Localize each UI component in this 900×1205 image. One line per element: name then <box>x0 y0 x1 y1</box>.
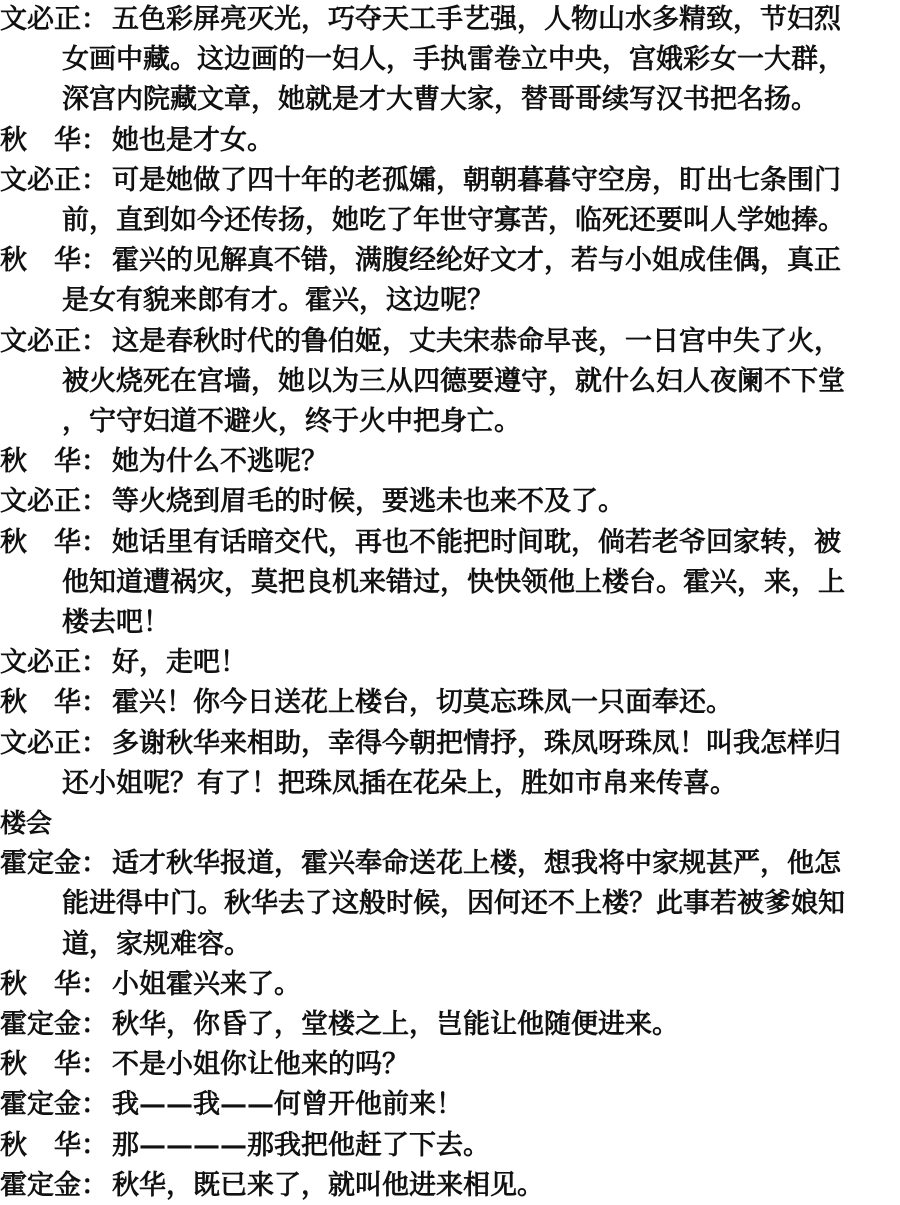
dialogue-text: 能进得中门。秋华去了这般时候，因何还不上楼？此事若被爹娘知 <box>62 888 845 920</box>
speaker-name: 霍定金： <box>0 1009 108 1041</box>
dialogue-text: 五色彩屏亮灭光，巧夺天工手艺强，人物山水多精致，节妇烈 <box>112 4 841 35</box>
dialogue-text: 霍兴的见解真不错，满腹经纶好文才，若与小姐成佳偶，真正 <box>112 245 841 277</box>
speaker-name: 霍定金： <box>0 1169 108 1201</box>
dialogue-line <box>0 643 872 683</box>
dialogue-text: 她话里有话暗交代，再也不能把时间耽，倘若老爷回家转，被 <box>112 526 841 558</box>
speaker-name: 秋 华： <box>0 687 108 719</box>
speaker-name: 秋 华： <box>0 526 108 558</box>
dialogue-line <box>0 1005 872 1045</box>
speaker-name: 文必正： <box>0 486 108 518</box>
dialogue-text: 好，走吧！ <box>112 647 247 679</box>
dialogue-text: 霍兴！你今日送花上楼台，切莫忘珠凤一只面奉还。 <box>112 687 733 719</box>
dialogue-text: 被火烧死在宫墙，她以为三从四德要遵守，就什么妇人夜阑不下堂 <box>62 365 845 397</box>
dialogue-text: 是女有貌来郎有才。霍兴，这边呢？ <box>62 285 494 317</box>
dialogue-text: 我——我——何曾开他前来！ <box>112 1089 463 1121</box>
dialogue-text: 不是小姐你让他来的吗？ <box>112 1049 409 1081</box>
dialogue-line <box>0 241 872 281</box>
dialogue-text: 楼去吧！ <box>62 607 170 639</box>
dialogue-continuation <box>0 402 872 442</box>
dialogue-line <box>0 1045 872 1085</box>
dialogue-line <box>0 965 872 1005</box>
speaker-name: 文必正： <box>0 164 108 196</box>
dialogue-text: 小姐霍兴来了。 <box>112 968 301 1000</box>
dialogue-text: 道，家规难容。 <box>62 928 251 960</box>
speaker-name: 文必正： <box>0 727 108 759</box>
speaker-name: 秋 华： <box>0 245 108 277</box>
dialogue-line <box>0 161 872 201</box>
dialogue-text: 多谢秋华来相助，幸得今朝把情抒，珠凤呀珠凤！叫我怎样归 <box>112 727 841 759</box>
dialogue-continuation <box>0 40 872 80</box>
speaker-name: 秋 华： <box>0 124 108 156</box>
dialogue-line <box>0 442 872 482</box>
speaker-name: 霍定金： <box>0 848 108 880</box>
dialogue-text: 这是春秋时代的鲁伯姬，丈夫宋恭命早丧，一日宫中失了火， <box>112 325 841 357</box>
dialogue-text: 可是她做了四十年的老孤孀，朝朝暮暮守空房，盯出七条围门 <box>112 164 841 196</box>
dialogue-text: 适才秋华报道，霍兴奉命送花上楼，想我将中家规甚严，他怎 <box>112 848 841 880</box>
dialogue-continuation <box>0 563 872 603</box>
dialogue-continuation <box>0 764 872 804</box>
dialogue-text: 她也是才女。 <box>112 124 274 156</box>
dialogue-line <box>0 322 872 362</box>
dialogue-line <box>0 121 872 161</box>
speaker-name: 文必正： <box>0 325 108 357</box>
dialogue-line <box>0 482 872 522</box>
dialogue-line <box>0 523 872 563</box>
dialogue-continuation <box>0 201 872 241</box>
speaker-name: 秋 华： <box>0 1049 108 1081</box>
dialogue-text: 秋华，你昏了，堂楼之上，岂能让他随便进来。 <box>112 1009 679 1041</box>
dialogue-continuation <box>0 925 872 965</box>
dialogue-text: 深宫内院藏文章，她就是才大曹大家，替哥哥续写汉书把名扬。 <box>62 84 818 116</box>
dialogue-continuation <box>0 603 872 643</box>
dialogue-continuation <box>0 281 872 321</box>
speaker-name: 霍定金： <box>0 1089 108 1121</box>
speaker-name: 秋 华： <box>0 446 108 478</box>
dialogue-line <box>0 1085 872 1125</box>
dialogue-text: 她为什么不逃呢？ <box>112 446 328 478</box>
dialogue-line <box>0 0 872 40</box>
dialogue-text: 秋华，既已来了，就叫他进来相见。 <box>112 1169 544 1201</box>
speaker-name: 秋 华： <box>0 968 108 1000</box>
scene-heading: 楼会 <box>0 809 53 840</box>
dialogue-text: 他知道遭祸灾，莫把良机来错过，快快领他上楼台。霍兴，来，上 <box>62 566 845 598</box>
dialogue-text: 还小姐呢？有了！把珠凤插在花朵上，胜如市帛来传喜。 <box>62 767 737 799</box>
dialogue-continuation <box>0 884 872 924</box>
dialogue-text: 前，直到如今还传扬，她吃了年世守寡苦，临死还要叫人学她捧。 <box>62 205 845 237</box>
dialogue-text: 等火烧到眉毛的时候，要逃未也来不及了。 <box>112 486 625 518</box>
dialogue-line <box>0 1126 872 1166</box>
dialogue-text: ，宁守妇道不避火，终于火中把身亡。 <box>62 406 521 438</box>
dialogue-line <box>0 683 872 723</box>
dialogue-line <box>0 724 872 764</box>
speaker-name: 文必正： <box>0 4 108 35</box>
speaker-name: 文必正： <box>0 647 108 679</box>
dialogue-text: 女画中藏。这边画的一妇人，手执雷卷立中央，宫娥彩女一大群， <box>62 44 845 76</box>
dialogue-text: 那————那我把他赶了下去。 <box>112 1129 490 1161</box>
dialogue-line <box>0 1166 872 1205</box>
dialogue-line <box>0 844 872 884</box>
dialogue-continuation <box>0 80 872 120</box>
dialogue-continuation <box>0 362 872 402</box>
speaker-name: 秋 华： <box>0 1129 108 1161</box>
